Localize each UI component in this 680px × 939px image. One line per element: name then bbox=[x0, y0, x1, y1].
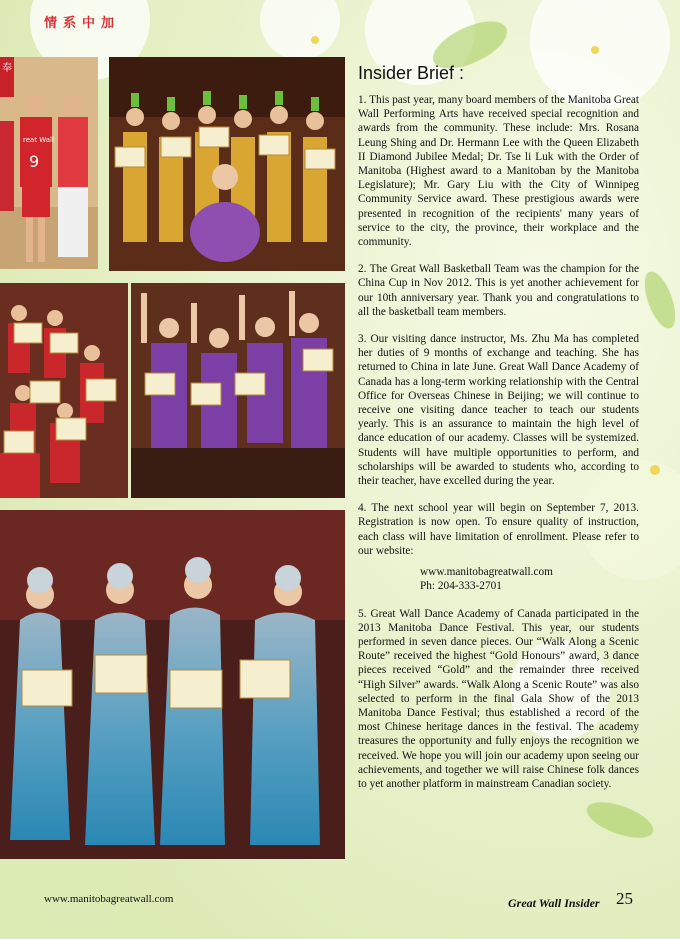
paragraph-2: 2. The Great Wall Basketball Team was the champion for the China Cup in Nov 2012. This is yet another achievement for our 10th anniversary year. Thank you and congratulations to all the basketball team members. bbox=[358, 263, 639, 318]
page-number: 25 bbox=[616, 889, 633, 908]
website-link[interactable]: www.manitobagreatwall.com bbox=[420, 566, 553, 579]
contact-info bbox=[420, 565, 639, 593]
phone-number: Ph: 204-333-2701 bbox=[420, 580, 502, 593]
article-title: Insider Brief : bbox=[358, 63, 465, 83]
section-tag: 情系中加 bbox=[44, 16, 121, 31]
article-body bbox=[358, 93, 639, 804]
jersey-number: 9 bbox=[29, 152, 40, 171]
jersey-text: reat Wall bbox=[23, 136, 54, 144]
photo-red-dancers bbox=[0, 283, 128, 498]
magazine-name: Great Wall Insider bbox=[508, 896, 600, 910]
paragraph-3: 3. Our visiting dance instructor, Ms. Zhu Ma has completed her duties of 9 months of exchange and teaching. She has returned to China in late June. Great Wall Dance Academy of Canada has a long-term working relationship with the Central Office for Overseas Chinese in Beijing; we will continue to receive one visiting dance teacher to teach our students yearly. This is an assurance to maintain the high level of dance education of our academy. Classes will be systemized. Students will have multiple opportunities to perform, and scholarships will be awarded to students who, according to their teacher, have excelled during the year. bbox=[358, 333, 639, 488]
photo-peacock-dancers bbox=[0, 510, 345, 859]
paragraph-5: 5. Great Wall Dance Academy of Canada participated in the 2013 Manitoba Dance Festival. This year, our students performed in seven dance pieces. Our “Walk Along a Scenic Route” received the highest “Gold Honours” award, 3 dance pieces received “Gold” and the remainder three received “High Silver” awards. “Walk Along a Scenic Route” was also selected to perform in the final Gala Show of the 2013 Manitoba Dance Festival; thus established a record of the most Chinese heritage dances in the festival. The academy treasures the opportunity and fully enjoys the recognition we received. We hope you will join our academy upon seeing our achievements, and together we will raise Chinese folk dances to yet another platform in mainstream Canadian society. bbox=[358, 607, 639, 790]
paragraph-4: 4. The next school year will begin on September 7, 2013. Registration is now open. To ensure quality of instruction, each class will have limitation of enrollment. Please refer to our website: bbox=[358, 502, 639, 557]
photo-basketball-team bbox=[0, 57, 98, 269]
photo-purple-dancers bbox=[131, 283, 345, 498]
paragraph-1: 1. This past year, many board members of the Manitoba Great Wall Performing Arts have received special recognition and awards from the community. These include: Mrs. Rosana Leung Shing and Dr. Hermann Lee with the Queen Elizabeth II Diamond Jubilee Medal; Dr. Tse li Luk with the Order of Manitoba (Highest award to a Manitoban by the Manitoba Legislature); Mr. Gary Liu with the City of Winnipeg Community Service award. These prestigious awards were presented in recognition of the recipients' many years of service to the city, the province, their workplace and the community. bbox=[358, 94, 639, 249]
footer-url[interactable]: www.manitobagreatwall.com bbox=[44, 893, 174, 905]
photo-yellow-dancers bbox=[109, 57, 345, 271]
sign-text: 奉 bbox=[2, 63, 12, 74]
